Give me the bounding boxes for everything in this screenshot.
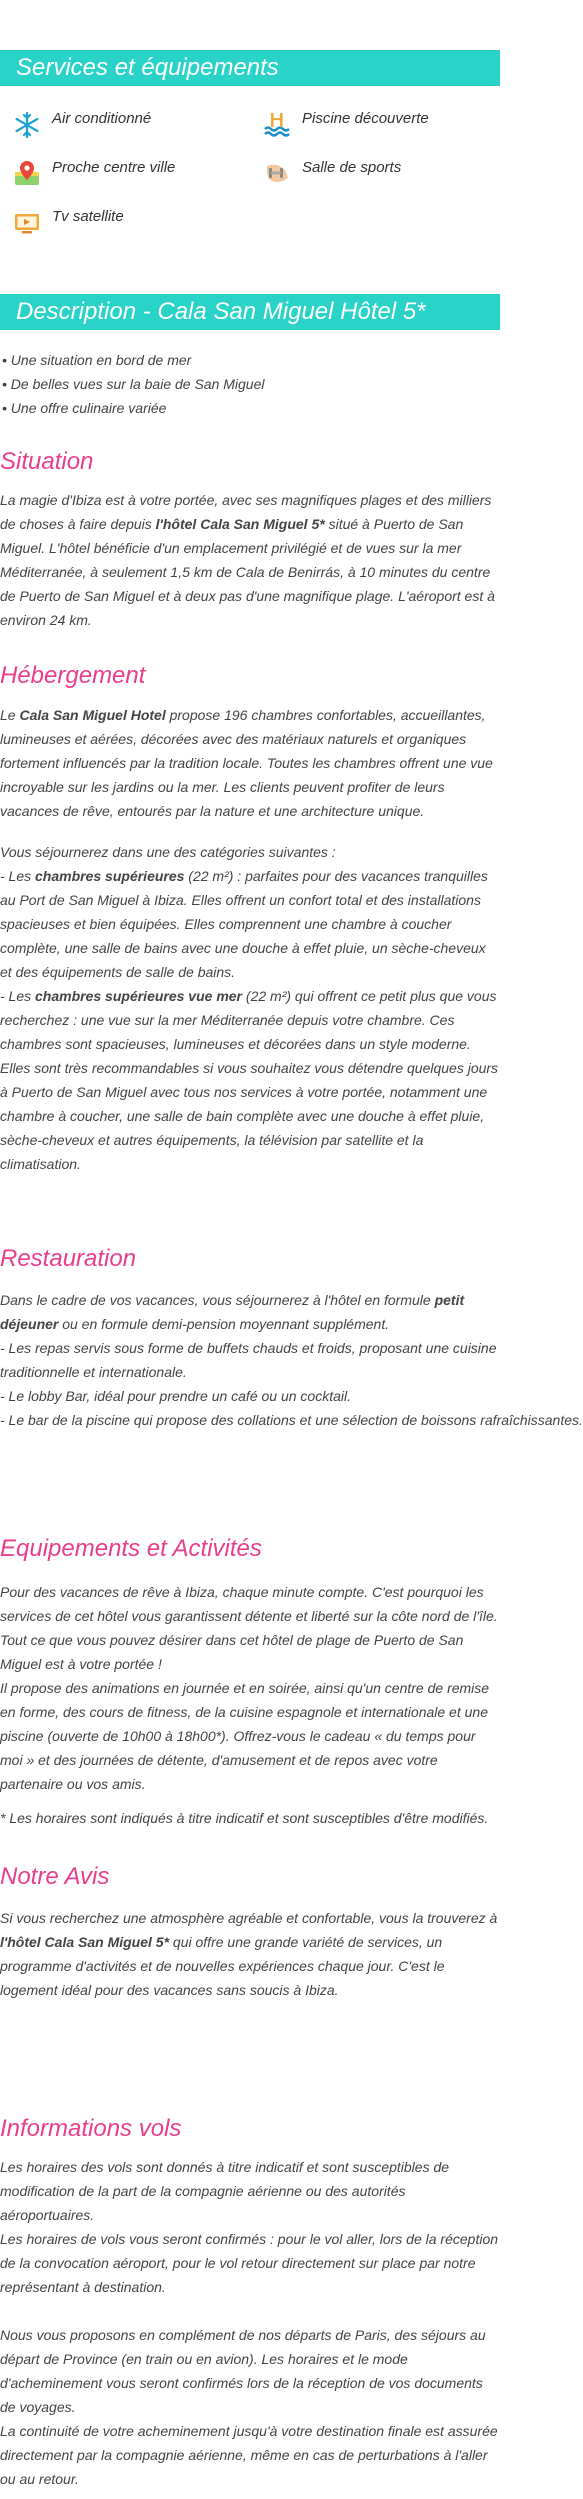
dining-item: - Le lobby Bar, idéal pour prendre un café ou un cocktail.	[0, 1388, 351, 1404]
pool-icon	[262, 108, 292, 138]
services-title: Services et équipements	[16, 54, 279, 81]
hotel-name-bold: Cala San Miguel Hotel	[19, 707, 166, 723]
schedule-note: * Les horaires sont indiqués à titre indicatif et sont susceptibles d'être modifiés.	[0, 1810, 489, 1826]
snowflake-icon	[12, 110, 42, 140]
service-label-satellite-tv: Tv satellite	[52, 208, 124, 225]
restauration-text: Dans le cadre de vos vacances, vous séjournerez à l'hôtel en formule petit déjeuner ou en formule demi-pension moyennant supplément. - Les repas servis sous forme de buffets chauds et froids, proposant une cuisine traditionnelle et internationale. - Le lobby Bar, idéal pour prendre un café ou un cocktail. - Le bar de la piscine qui propose des collations et une sélection de boissons rafraîchissantes.	[0, 1288, 500, 1432]
hotel-name-bold: l'hôtel Cala San Miguel 5*	[0, 1934, 170, 1950]
map-pin-icon	[12, 158, 42, 188]
room-category-superior: - Les chambres supérieures (22 m²) : parfaites pour des vacances tranquilles au Port de San Miguel à Ibiza. Elles offrent un confort total et des installations spacieuses et bien équipées. Elles comprennent une chambre à coucher complète, une salle de bains avec une douche à effet pluie, un sèche-cheveux et des équipements de salle de bains.	[0, 868, 488, 980]
situation-title: Situation	[0, 448, 94, 475]
hebergement-title: Hébergement	[0, 662, 146, 689]
hotel-name-bold: l'hôtel Cala San Miguel 5*	[155, 516, 325, 532]
room-categories-intro: Vous séjournerez dans une des catégories suivantes :	[0, 844, 336, 860]
highlight-item: • Une offre culinaire variée	[2, 400, 167, 416]
dining-item: - Les repas servis sous forme de buffets chauds et froids, proposant une cuisine traditionnelle et internationale.	[0, 1340, 497, 1380]
situation-text: La magie d'Ibiza est à votre portée, avec ses magnifiques plages et des milliers de choses à faire depuis l'hôtel Cala San Miguel 5* situé à Puerto de San Miguel. L'hôtel bénéficie d'un emplacement privilégié et de vues sur la mer Méditerranée, à seulement 1,5 km de Cala de Benirrás, à 10 minutes du centre de Puerto de San Miguel et à deux pas d'une magnifique plage. L'aéroport est à environ 24 km.	[0, 492, 495, 628]
equipements-text: Pour des vacances de rêve à Ibiza, chaque minute compte. C'est pourquoi les services de cet hôtel vous garantissent détente et liberté sur la côte nord de l'île. Tout ce que vous pouvez désirer dans cet hôtel de plage de Puerto de San Miguel est à votre portée ! Il propose des animations en journée et en soirée, ainsi qu'un centre de remise en forme, des cours de fitness, de la cuisine espagnole et internationale et une piscine (ouverte de 10h00 à 18h00*). Offrez-vous le cadeau « du temps pour moi » et des journées de détente, d'amusement et de repos avec votre partenaire ou vos amis. * Les horaires sont indiqués à titre indicatif et sont susceptibles d'être modifiés.	[0, 1580, 500, 1830]
room-categories	[0, 840, 500, 1176]
dining-item: - Le bar de la piscine qui propose des collations et une sélection de boissons rafraîchissantes.	[0, 1412, 583, 1428]
services-header-band	[0, 50, 500, 86]
description-header-band	[0, 294, 500, 330]
hebergement-intro: Le Cala San Miguel Hotel propose 196 chambres confortables, accueillantes, lumineuses et aérées, décorées avec des matériaux naturels et organiques fortement influencés par la tradition locale. Toutes les chambres offrent une vue incroyable sur les jardins ou la mer. Les clients peuvent profiter de leurs vacances de rêve, entourés par la nature et une architecture unique.	[0, 707, 493, 819]
avis-text: Si vous recherchez une atmosphère agréable et confortable, vous la trouverez à l'hôtel Cala San Miguel 5* qui offre une grande variété de services, un programme d'activités et de nouvelles expériences chaque jour. C'est le logement idéal pour des vacances sans soucis à Ibiza.	[0, 1910, 498, 1998]
service-label-air-conditioning: Air conditionné	[52, 110, 152, 127]
avis-title: Notre Avis	[0, 1863, 110, 1890]
vols-title: Informations vols	[0, 2115, 182, 2142]
highlight-item: • De belles vues sur la baie de San Miguel	[2, 376, 265, 392]
restauration-title: Restauration	[0, 1245, 137, 1272]
description-title: Description - Cala San Miguel Hôtel 5*	[16, 298, 426, 325]
tv-icon	[12, 208, 42, 238]
service-label-city-center: Proche centre ville	[52, 159, 176, 176]
dumbbell-icon	[262, 158, 292, 188]
service-label-gym: Salle de sports	[302, 159, 402, 176]
room-category-sea-view: - Les chambres supérieures vue mer (22 m²) qui offrent ce petit plus que vous recherchez : une vue sur la mer Méditerranée depuis votre chambre. Ces chambres sont spacieuses, lumineuses et décorées dans un style moderne. Elles sont très recommandables si vous souhaitez vous détendre quelques jours à Puerto de San Miguel avec tous nos services à votre portée, notamment une chambre à coucher, une salle de bain complète avec une douche à effet pluie, sèche-cheveux et autres équipements, la télévision par satellite et la climatisation.	[0, 988, 499, 1172]
highlights-list	[2, 348, 492, 420]
service-label-pool: Piscine découverte	[302, 110, 429, 127]
vols-text: Les horaires des vols sont donnés à titre indicatif et sont susceptibles de modification de la part de la compagnie aérienne ou des autorités aéroportuaires. Les horaires de vols vous seront confirmés : pour le vol aller, lors de la réception de la convocation aéroport, pour le vol retour directement sur place par notre représentant à destination. Nous vous proposons en complément de nos départs de Paris, des séjours au départ de Province (en train ou en avion). Les horaires et le mode d'acheminement vous seront confirmés lors de la réception de vos documents de voyages. La continuité de votre acheminement jusqu'à votre destination finale est assurée directement par la compagnie aérienne, même en cas de perturbations à l'aller ou au retour.	[0, 2159, 499, 2487]
equipements-title: Equipements et Activités	[0, 1535, 262, 1562]
highlight-item: • Une situation en bord de mer	[2, 352, 192, 368]
